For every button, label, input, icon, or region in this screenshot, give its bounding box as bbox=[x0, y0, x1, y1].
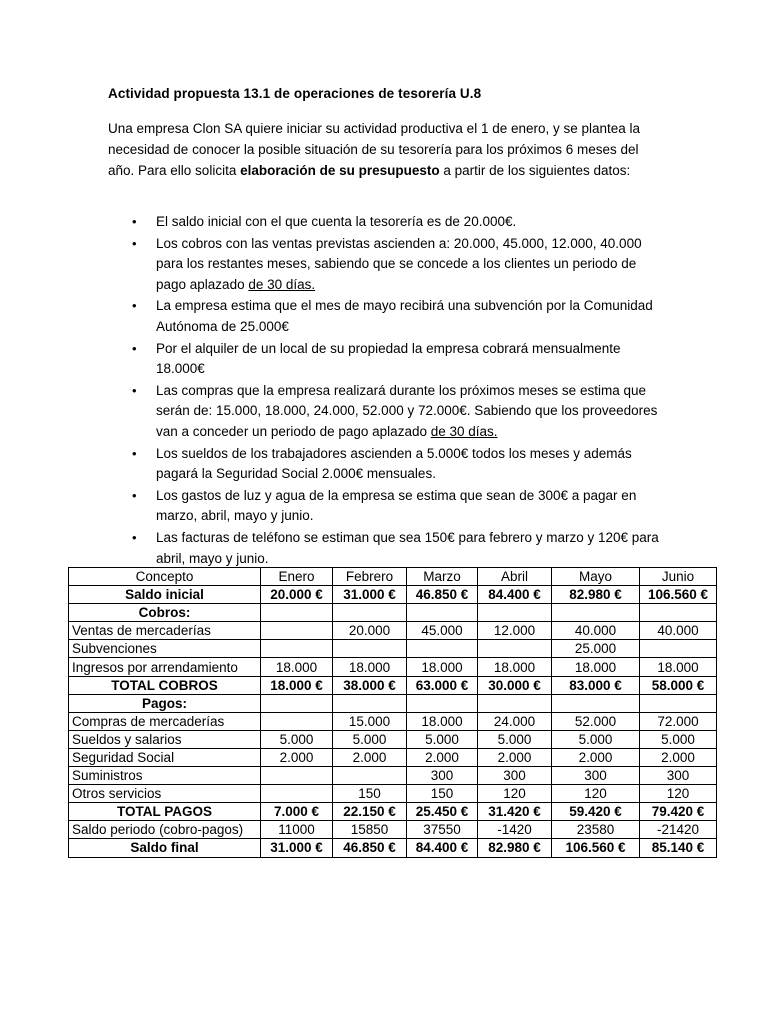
value-cell bbox=[640, 604, 717, 622]
value-cell bbox=[333, 694, 407, 712]
bullet-item bbox=[108, 212, 668, 233]
value-cell: -21420 bbox=[640, 821, 717, 839]
value-cell: 18.000 bbox=[333, 658, 407, 676]
value-cell bbox=[552, 694, 640, 712]
value-cell bbox=[407, 604, 478, 622]
value-cell bbox=[261, 694, 333, 712]
value-cell: 12.000 bbox=[478, 622, 552, 640]
value-cell: 2.000 bbox=[552, 748, 640, 766]
bullet-text: Los sueldos de los trabajadores ascienden a 5.000€ todos los meses y además pagará la Seguridad Social 2.000€ mensuales. bbox=[156, 445, 632, 482]
value-cell: 7.000 € bbox=[261, 803, 333, 821]
value-cell: 20.000 bbox=[333, 622, 407, 640]
value-cell bbox=[261, 622, 333, 640]
value-cell: 38.000 € bbox=[333, 676, 407, 694]
table-row bbox=[69, 640, 717, 658]
value-cell: 2.000 bbox=[261, 748, 333, 766]
value-cell bbox=[261, 640, 333, 658]
row-label-cell: Compras de mercaderías bbox=[69, 712, 261, 730]
value-cell bbox=[333, 767, 407, 785]
row-label-cell: Pagos: bbox=[69, 694, 261, 712]
value-cell: 22.150 € bbox=[333, 803, 407, 821]
value-cell: 25.450 € bbox=[407, 803, 478, 821]
table-row bbox=[69, 622, 717, 640]
column-header: Marzo bbox=[407, 568, 478, 586]
value-cell: 15850 bbox=[333, 821, 407, 839]
column-header: Enero bbox=[261, 568, 333, 586]
value-cell: 18.000 bbox=[407, 658, 478, 676]
bullet-item bbox=[108, 528, 668, 569]
table-row bbox=[69, 767, 717, 785]
bullet-text: La empresa estima que el mes de mayo recibirá una subvención por la Comunidad Autónoma de 25.000€ bbox=[156, 298, 653, 334]
bullet-dot-icon: • bbox=[132, 214, 137, 229]
table-row bbox=[69, 676, 717, 694]
value-cell: 5.000 bbox=[407, 730, 478, 748]
value-cell: 5.000 bbox=[478, 730, 552, 748]
value-cell: 150 bbox=[333, 785, 407, 803]
bullet-item bbox=[108, 234, 668, 296]
column-header: Abril bbox=[478, 568, 552, 586]
row-label-cell: Ingresos por arrendamiento bbox=[69, 658, 261, 676]
value-cell: 18.000 bbox=[478, 658, 552, 676]
bullet-text: El saldo inicial con el que cuenta la tesorería es de 20.000€. bbox=[156, 214, 517, 229]
value-cell: 40.000 bbox=[552, 622, 640, 640]
value-cell: 40.000 bbox=[640, 622, 717, 640]
column-header: Concepto bbox=[69, 568, 261, 586]
value-cell: 11000 bbox=[261, 821, 333, 839]
value-cell: 45.000 bbox=[407, 622, 478, 640]
value-cell: -1420 bbox=[478, 821, 552, 839]
value-cell: 18.000 € bbox=[261, 676, 333, 694]
value-cell: 2.000 bbox=[407, 748, 478, 766]
value-cell bbox=[640, 640, 717, 658]
value-cell: 84.400 € bbox=[407, 839, 478, 857]
value-cell: 31.420 € bbox=[478, 803, 552, 821]
table-row bbox=[69, 658, 717, 676]
value-cell: 31.000 € bbox=[261, 839, 333, 857]
value-cell: 5.000 bbox=[640, 730, 717, 748]
intro-text-1: Una empresa Clon SA quiere iniciar su actividad productiva el 1 de enero, y se plantea la necesidad de conocer la posible situación de su tesorería para los próximos 6 meses del año. Para ello solicita bbox=[108, 121, 641, 178]
bullet-dot-icon: • bbox=[132, 382, 137, 398]
table-row bbox=[69, 839, 717, 857]
value-cell: 63.000 € bbox=[407, 676, 478, 694]
value-cell: 82.980 € bbox=[478, 839, 552, 857]
bullet-underlined-text: de 30 días. bbox=[430, 423, 498, 439]
data-bullet-list bbox=[108, 212, 668, 570]
bullet-item bbox=[108, 339, 668, 380]
value-cell bbox=[478, 640, 552, 658]
value-cell: 52.000 bbox=[552, 712, 640, 730]
table-row bbox=[69, 748, 717, 766]
value-cell: 2.000 bbox=[640, 748, 717, 766]
value-cell bbox=[407, 640, 478, 658]
value-cell: 82.980 € bbox=[552, 586, 640, 604]
value-cell: 5.000 bbox=[552, 730, 640, 748]
value-cell: 58.000 € bbox=[640, 676, 717, 694]
value-cell: 46.850 € bbox=[407, 586, 478, 604]
value-cell: 5.000 bbox=[333, 730, 407, 748]
value-cell: 300 bbox=[407, 767, 478, 785]
row-label-cell: Otros servicios bbox=[69, 785, 261, 803]
value-cell: 46.850 € bbox=[333, 839, 407, 857]
row-label-cell: Subvenciones bbox=[69, 640, 261, 658]
value-cell: 24.000 bbox=[478, 712, 552, 730]
bullet-text: Las compras que la empresa realizará durante los próximos meses se estima que serán de: 15.000, 18.000, 24.000, 52.000 y 72.000€. Sabiendo que los proveedores van a conceder un periodo de pago aplazado bbox=[156, 382, 658, 439]
value-cell bbox=[640, 694, 717, 712]
bullet-item bbox=[108, 296, 668, 337]
bullet-dot-icon: • bbox=[132, 235, 137, 251]
bullet-item bbox=[108, 486, 668, 527]
column-header: Junio bbox=[640, 568, 717, 586]
value-cell: 18.000 bbox=[640, 658, 717, 676]
table-row bbox=[69, 730, 717, 748]
value-cell: 120 bbox=[478, 785, 552, 803]
value-cell: 18.000 bbox=[407, 712, 478, 730]
value-cell: 18.000 bbox=[552, 658, 640, 676]
row-label-cell: Saldo final bbox=[69, 839, 261, 857]
bullet-dot-icon: • bbox=[132, 487, 137, 503]
row-label-cell: Sueldos y salarios bbox=[69, 730, 261, 748]
value-cell: 120 bbox=[640, 785, 717, 803]
value-cell: 300 bbox=[478, 767, 552, 785]
value-cell: 2.000 bbox=[478, 748, 552, 766]
value-cell: 37550 bbox=[407, 821, 478, 839]
row-label-cell: Suministros bbox=[69, 767, 261, 785]
value-cell: 31.000 € bbox=[333, 586, 407, 604]
value-cell: 106.560 € bbox=[640, 586, 717, 604]
table-row bbox=[69, 586, 717, 604]
column-header: Febrero bbox=[333, 568, 407, 586]
value-cell: 72.000 bbox=[640, 712, 717, 730]
row-label-cell: Ventas de mercaderías bbox=[69, 622, 261, 640]
value-cell bbox=[261, 712, 333, 730]
value-cell bbox=[552, 604, 640, 622]
table-row bbox=[69, 821, 717, 839]
table-header-row bbox=[69, 568, 717, 586]
bullet-dot-icon: • bbox=[132, 298, 137, 314]
value-cell bbox=[478, 604, 552, 622]
value-cell: 5.000 bbox=[261, 730, 333, 748]
document-title: Actividad propuesta 13.1 de operaciones de tesorería U.8 bbox=[108, 86, 482, 101]
row-label-cell: Seguridad Social bbox=[69, 748, 261, 766]
column-header: Mayo bbox=[552, 568, 640, 586]
treasury-budget-table bbox=[68, 567, 717, 858]
bullet-item bbox=[108, 381, 668, 443]
table-row bbox=[69, 785, 717, 803]
value-cell bbox=[333, 640, 407, 658]
value-cell bbox=[261, 767, 333, 785]
row-label-cell: Saldo inicial bbox=[69, 586, 261, 604]
value-cell: 120 bbox=[552, 785, 640, 803]
value-cell: 30.000 € bbox=[478, 676, 552, 694]
table-row bbox=[69, 712, 717, 730]
value-cell: 23580 bbox=[552, 821, 640, 839]
value-cell bbox=[261, 604, 333, 622]
bullet-dot-icon: • bbox=[132, 529, 137, 545]
value-cell bbox=[407, 694, 478, 712]
value-cell bbox=[478, 694, 552, 712]
bullet-text: Los cobros con las ventas previstas ascienden a: 20.000, 45.000, 12.000, 40.000 para los restantes meses, sabiendo que se concede a los clientes un periodo de pago aplazado bbox=[156, 235, 642, 292]
row-label-cell: TOTAL PAGOS bbox=[69, 803, 261, 821]
value-cell: 83.000 € bbox=[552, 676, 640, 694]
row-label-cell: TOTAL COBROS bbox=[69, 676, 261, 694]
bullet-text: Los gastos de luz y agua de la empresa se estima que sean de 300€ a pagar en marzo, abril, mayo y junio. bbox=[156, 487, 637, 524]
table-row bbox=[69, 694, 717, 712]
intro-text-2: a partir de los siguientes datos: bbox=[439, 163, 631, 178]
value-cell: 79.420 € bbox=[640, 803, 717, 821]
table-row bbox=[69, 604, 717, 622]
value-cell: 300 bbox=[640, 767, 717, 785]
bullet-dot-icon: • bbox=[132, 340, 137, 356]
table-row bbox=[69, 803, 717, 821]
value-cell: 20.000 € bbox=[261, 586, 333, 604]
bullet-text: Las facturas de teléfono se estiman que sea 150€ para febrero y marzo y 120€ para abril, mayo y junio. bbox=[156, 529, 659, 566]
value-cell bbox=[333, 604, 407, 622]
value-cell: 2.000 bbox=[333, 748, 407, 766]
value-cell: 15.000 bbox=[333, 712, 407, 730]
table-body bbox=[69, 586, 717, 857]
value-cell: 106.560 € bbox=[552, 839, 640, 857]
row-label-cell: Cobros: bbox=[69, 604, 261, 622]
value-cell: 18.000 bbox=[261, 658, 333, 676]
intro-paragraph bbox=[108, 118, 668, 181]
bullet-dot-icon: • bbox=[132, 445, 137, 461]
value-cell: 85.140 € bbox=[640, 839, 717, 857]
row-label-cell: Saldo periodo (cobro-pagos) bbox=[69, 821, 261, 839]
value-cell: 84.400 € bbox=[478, 586, 552, 604]
bullet-text: Por el alquiler de un local de su propiedad la empresa cobrará mensualmente 18.000€ bbox=[156, 340, 621, 377]
bullet-item bbox=[108, 444, 668, 485]
bullet-underlined-text: de 30 días. bbox=[248, 276, 316, 292]
value-cell bbox=[261, 785, 333, 803]
value-cell: 25.000 bbox=[552, 640, 640, 658]
value-cell: 300 bbox=[552, 767, 640, 785]
value-cell: 59.420 € bbox=[552, 803, 640, 821]
intro-bold-text: elaboración de su presupuesto bbox=[240, 163, 440, 178]
value-cell: 150 bbox=[407, 785, 478, 803]
